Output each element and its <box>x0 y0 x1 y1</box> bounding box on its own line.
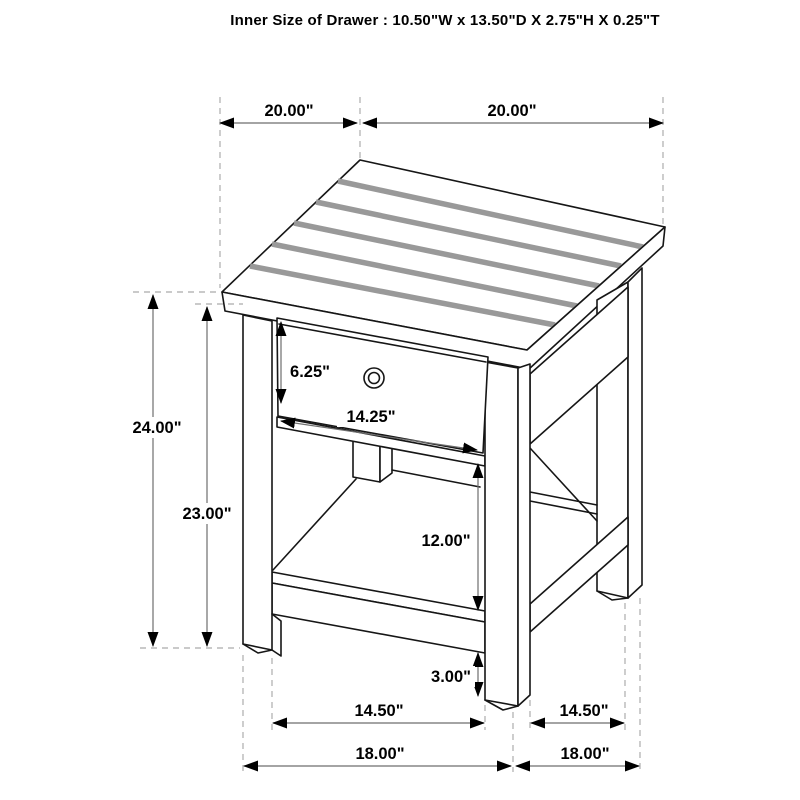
dim-label-base-front: 18.00" <box>355 745 405 763</box>
dim-label-top-depth: 20.00" <box>264 102 314 120</box>
dim-label-overall-height: 24.00" <box>132 419 182 437</box>
dim-label-side-leg-span: 14.50" <box>559 702 609 720</box>
drawer-knob <box>364 368 384 388</box>
dim-label-drawer-height: 6.25" <box>290 363 330 381</box>
dim-label-floor-clearance: 3.00" <box>431 668 471 686</box>
shelf-back-edge <box>392 470 480 487</box>
dim-label-base-side: 18.00" <box>560 745 610 763</box>
dim-label-top-width: 20.00" <box>487 102 537 120</box>
dim-label-shelf-clearance: 12.00" <box>421 532 471 550</box>
front-right-leg-side <box>518 364 530 706</box>
side-interior-line <box>530 448 597 521</box>
shelf-left-edge <box>273 479 356 570</box>
dim-label-leg-height: 23.00" <box>182 505 232 523</box>
dim-label-drawer-width: 14.25" <box>346 408 396 426</box>
dim-label-front-leg-span: 14.50" <box>354 702 404 720</box>
page-title: Inner Size of Drawer : 10.50"W x 13.50"D X 2.75"H X 0.25"T <box>230 12 660 29</box>
front-right-leg <box>485 362 518 706</box>
front-left-leg <box>243 315 272 650</box>
